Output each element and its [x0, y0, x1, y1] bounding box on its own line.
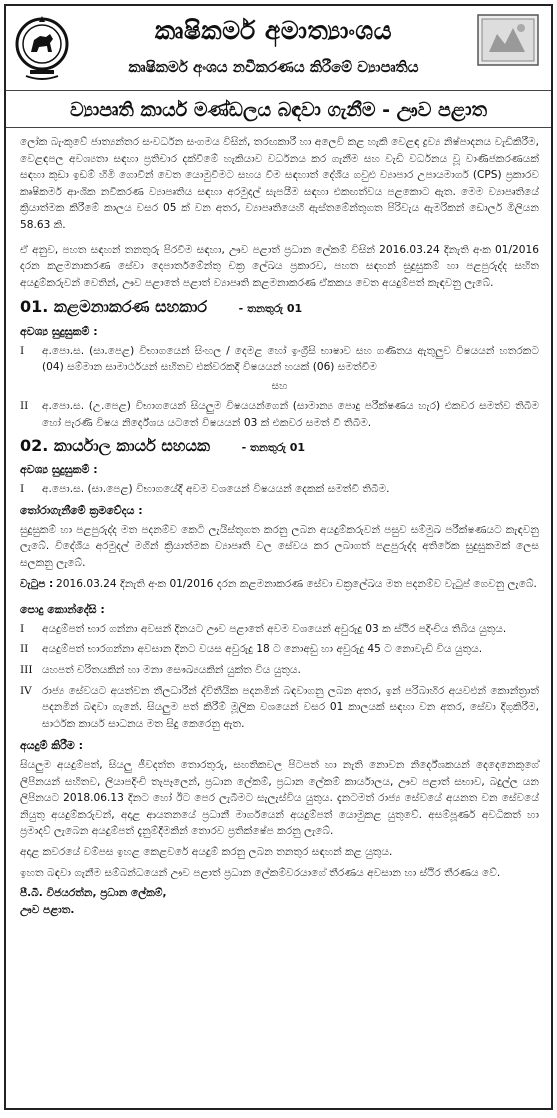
item-number: II — [20, 400, 29, 413]
position-2-qualifications-heading: අවශ්‍ය සුදුසුකම් : — [20, 463, 98, 477]
signature-name: පී.බී. විජයරත්න, ප්‍රධාන ලේකම්, — [20, 887, 167, 900]
condition-3 — [20, 662, 539, 679]
position-1-number: 01. — [20, 297, 49, 317]
position-1-qualification-2 — [20, 398, 539, 431]
header — [6, 6, 551, 91]
application-paragraph-1: සියලුම අයදුම්පත්, සියලු ජීවදත්ත තොරතුරු, සහතිකවල පිටපත් හා නැති නොවන නිර්දේශකයන් දෙදෙනෙකුගේ ලිපිනයන් සහිතව, ලියාපදිංචි තැපෑලෙන්, ප්‍රධාන ලේකම්, ප්‍රධාන ලේකම් කාර්යාලය, ඌව පළාත් සභාව, බදුල්ල යන ලිපිනයට 2018.06.13 දිනට හෝ ඊට පෙර ලැබීමට සැලැස්විය යුතුය. දැනටමත් රාජ්‍ය සේවයේ අයනත වන සේවයේ නියුතු අයදුම්කරුවන්, අදාළ ආයතනයේ ප්‍රධානී මාර්ගයෙන් අයදුම්පත් යොමුකළ යුතුවේ. අසම්පූර්ණ අවධිකත් හා ප්‍රමාදව් ලැබෙන අයදුම්පත් දැනුම්දීමකින් තොරව ප්‍රතික්ෂේප කරනු ලැබේ. — [20, 759, 539, 838]
item-text: අයදුම්පත් භාරගන්නා අවසාන දිනට වයස අවුරුදු 18 ට නොඅඩු හා අවුරුදු 45 ට නොවැඩි විය යුතුය. — [42, 643, 483, 656]
and-connector: සහ — [271, 379, 288, 392]
item-text: අයදුම්පත් භාර ගන්නා අවසන් දිනයට ඌව පළාතේ අවම වශයෙන් අවුරුදු 03 ක ස්ථිර පදිංචිය තිබිය යුතුය. — [42, 622, 507, 635]
ministry-name: කෘෂිකර්ම අමාත්‍යාංශය — [154, 16, 393, 45]
advertisement-page — [4, 4, 553, 1110]
signature-place: ඌව පළාත. — [20, 903, 75, 916]
page-title: ව්‍යාපෘති කාර්ය මණ්ඩලය බඳවා ගැනීම - ඌව පළාත — [6, 91, 551, 128]
selection-text: සුදුසුකම් හා පළපුරුද්ද මත පදනම්ව කෙටි ලැයිස්තුගත කරනු ලබන අයදුම්කරුවන් පසුව සම්මුඛ පරීක්ෂණයට කැඳවනු ලැබේ. විදේශීය අරමුදල් මගින් ක්‍රියාත්මක ව්‍යාපෘති වල සේවය කර ලබාගත් පළපුරුද්ද අතිරේක සුදුසුකමක් ලෙස සලකනු ලැබේ. — [20, 523, 539, 570]
position-1-qualifications-heading: අවශ්‍ය සුදුසුකම් : — [20, 324, 98, 338]
condition-4 — [20, 683, 539, 733]
item-number: I — [20, 622, 25, 635]
application-heading: අයදුම් කිරීම : — [20, 739, 84, 753]
position-2-qualification-1 — [20, 481, 539, 498]
application-paragraph-2: අදාළ කවරයේ වම්පස ඉහළ කෙළවරේ අයදුම් කරනු ලබන තනතුර සඳහන් කළ යුතුය. — [20, 845, 393, 858]
item-text: අ.පො.ස. (සා.පෙළ) විභාගයේදී අවම වශයෙන් විෂයයන් දෙකක් සමත්වී තිබීම. — [42, 482, 390, 495]
salary-note — [20, 576, 539, 597]
intro-paragraph-1: ලෝක බැංකුවේ ජාත්‍යන්තර සංවර්ධන සංගමය විසින්, තරඟකාරී හා අලෙවි කළ හැකි වෙළඳ ද්‍රව්‍ය නිෂ්පාදනය වැඩිකිරීම, වෙළඳපල අවශ්‍යතා සඳහා ප්‍රතිචාර දක්වීමේ හැකියාව වර්ධනය කර ගැනීම සහ වැඩි වර්ධනය වූ වාණිජකරණයක් සඳහා කුඩා ඉඩම් හිමි ගොවීන් වෙත යොමුවීමට සහය වීම සඳහාත් දේශීය ගවුළු ව්‍යාපාර උපායමාර්ග (CPS) ප්‍රකාරව කෘෂිකර්ම ආංශික නවීකරණ ව්‍යාපෘතිය සඳහා අරමුදල් සැපයීම සඳහා එකඟත්වය පළකොට ඇත. මෙම ව්‍යාපෘතියේ ක්‍රියාත්මක කිරීමේ කාලය වසර 05 ක් වන අතර, ව්‍යාපෘතියෙහි ඇස්තමේන්තුගත පිරිවැය ඇමරිකන් ඩොලර් මිලියන 58.63 කි. — [20, 136, 539, 231]
position-1-qualification-1 — [20, 343, 539, 376]
salary-text: 2016.03.24 දිනැති අංක 01/2016 දරන කළමනාකරණ සේවා චක්‍රලේඛය මත පදනම්ව වැටුප් ගෙවනු ලැබේ. — [56, 577, 537, 590]
position-2-title: කාර්යාල කාර්ය සහයක — [53, 435, 210, 455]
position-1-vacancies: - තනතුරු 01 — [238, 302, 303, 316]
project-seal-icon — [477, 14, 539, 66]
position-1-title: කළමනාකරණ සහකාර — [53, 297, 208, 317]
selection-heading: තෝරාගැනීමේ ක්‍රමවේදය : — [20, 504, 143, 518]
conditions-heading: පොදු කොන්දේසි : — [20, 603, 105, 617]
position-2-heading — [20, 435, 539, 457]
salary-label: වැටුප : — [20, 577, 54, 590]
advertisement-body — [6, 128, 551, 918]
item-number: III — [20, 664, 33, 677]
item-number: IV — [20, 684, 32, 697]
item-number: I — [20, 482, 25, 495]
application-paragraph-3: ඉහත බඳවා ගැනීම සම්බන්ධයෙන් ඌව පළාත් ප්‍රධාන ලේකම්වරයාගේ තීරණය අවසාන හා ස්ථිර තීරණය වේ. — [20, 866, 501, 879]
position-2-vacancies: - තනතුරු 01 — [241, 440, 306, 454]
position-1-heading — [20, 299, 539, 318]
item-number: II — [20, 643, 29, 656]
item-number: I — [20, 344, 25, 357]
sri-lanka-emblem-icon — [14, 12, 70, 84]
item-text: අ.පො.ස. (සා.පෙළ) විභාගයෙන් සිංහල / දෙමළ හෝ ඉංග්‍රීසි භාෂාව සහ ගණිතය ඇතුලුව විෂයයන් හතරකට (04) සම්මාන සාමාර්ථයන් සහිතව එක්වරකදී විෂයයන් හයක් (06) සමත්වීම — [42, 344, 539, 374]
position-2-number: 02. — [20, 435, 49, 455]
condition-1 — [20, 621, 539, 638]
condition-2 — [20, 641, 539, 658]
item-text: රාජ්‍ය සේවයට අයත්වන තීලධාරීන් ද්විතීයික පදනමින් බඳවාගනු ලබන අතර, ඉන් පරිබාහිර අයවළුන් කොන්ත්‍රාත් පදනමින් බඳවා ගැනේ. සියලුම පත් කිරීම් මූලික වශයෙන් වසර 01 කාලයක් සඳහා වන අතර, සේවා දිගුකිරීම, සාර්ථක කාර්ය සාධනය මත සිදු කෙරෙනු ඇත. — [42, 684, 539, 730]
item-text: යහපත් චරිතයකින් හා මනා සෞඛ්‍යයකින් යුක්ත විය යුතුය. — [42, 664, 301, 677]
intro-paragraph-2: ඒ අනුව, පහත සඳහන් තනතුරු පිරවීම සඳහා, ඌව පළාත් ප්‍රධාන ලේකම් විසින් 2016.03.24 දිනැති අංක 01/2016 දරන කළමනාකරණ සේවා දෙපාර්තමේන්තු චක්‍ර ලේඛය ප්‍රකාරව, පහත සඳහන් සුදුසුකම් හා පළපුරුද්ද සහිත අයදුම්කරුවන් වෙතින්, ඌව පළාතේ පළාත් ව්‍යාපෘති කළමනාකරණ ඒකකය වෙත අයදුම්පත් කැඳවනු ලැබේ. — [20, 243, 539, 289]
project-name: කෘෂිකර්ම අංශය නවීකරණය කිරීමේ ව්‍යාපෘතිය — [128, 58, 419, 76]
item-text: අ.පො.ස. (උ.පෙළ) විභාගයෙන් සියලුම විෂයයන්ගෙන් (සාමාන්‍ය පොදු පරීක්ෂණය හැර) එකවර සමත්ව තිබීම හෝ පැරණි විෂය නිර්දේශය යටතේ විෂයයන් 03 ක් එකවර සමත් වී තිබීම. — [42, 400, 539, 429]
